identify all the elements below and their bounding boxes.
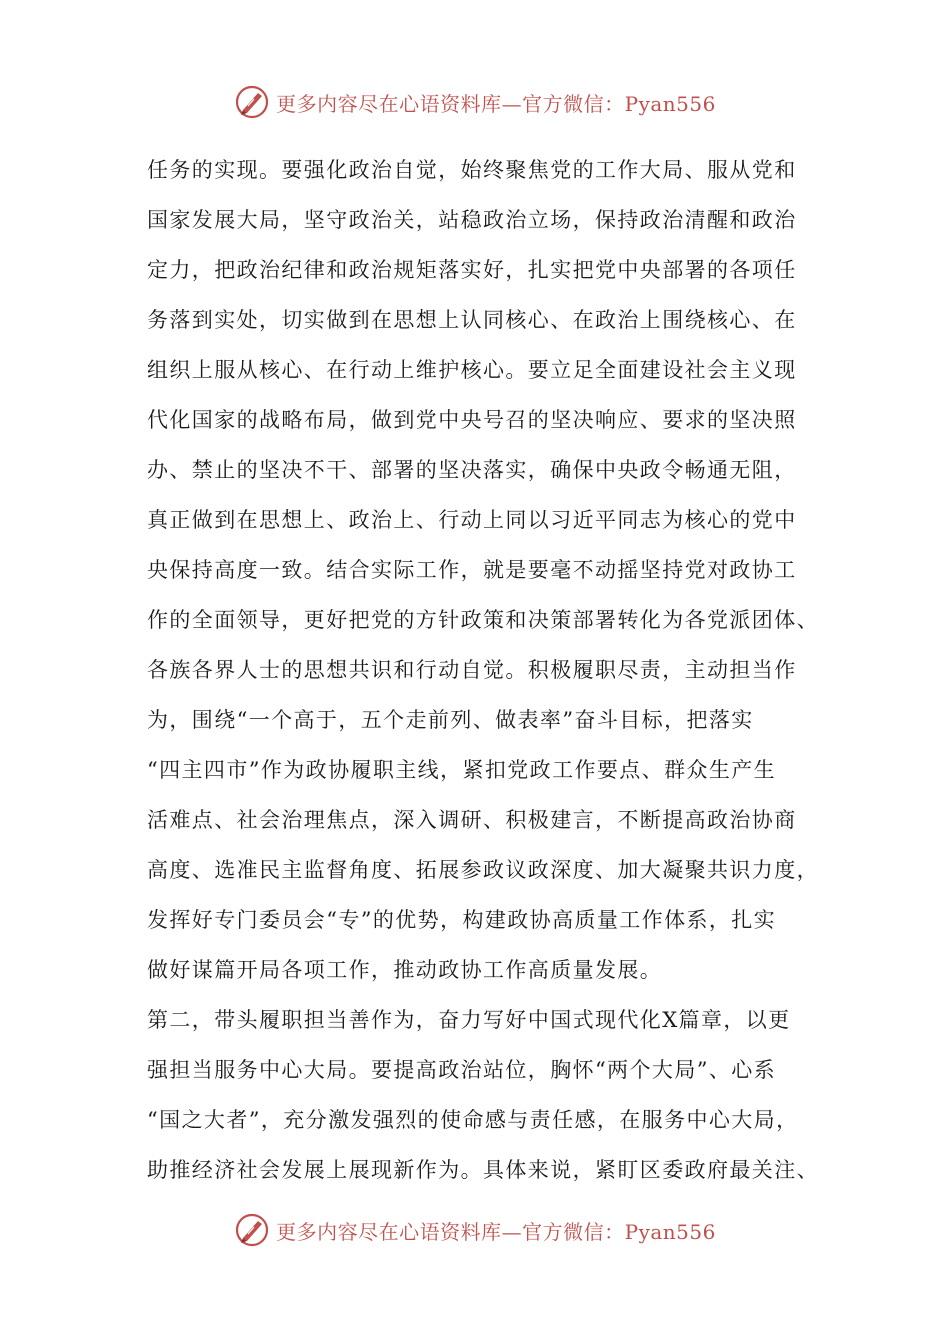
footer-banner-text: 更多内容尽在心语资料库—官方微信：Pyan556 xyxy=(276,1219,716,1244)
body-line: 代化国家的战略布局，做到党中央号召的坚决响应、要求的坚决照 xyxy=(147,408,797,432)
body-line: 务落到实处，切实做到在思想上认同核心、在政治上围绕核心、在 xyxy=(147,308,797,332)
pen-scroll-logo-icon xyxy=(234,1212,270,1248)
footer-banner xyxy=(0,1208,950,1252)
body-line: 任务的实现。要强化政治自觉，始终聚焦党的工作大局、服从党和 xyxy=(147,158,797,182)
body-line: 作的全面领导，更好把党的方针政策和决策部署转化为各党派团体、 xyxy=(147,608,819,632)
body-line: 国家发展大局，坚守政治关，站稳政治立场，保持政治清醒和政治 xyxy=(147,208,797,232)
body-line: 活难点、社会治理焦点，深入调研、积极建言，不断提高政治协商 xyxy=(147,808,797,832)
body-line: 做好谋篇开局各项工作，推动政协工作高质量发展。 xyxy=(147,958,663,982)
body-line: 高度、选准民主监督角度、拓展参政议政深度、加大凝聚共识力度， xyxy=(147,858,819,882)
body-line: 定力，把政治纪律和政治规矩落实好，扎实把党中央部署的各项任 xyxy=(147,258,797,282)
header-banner-text: 更多内容尽在心语资料库—官方微信：Pyan556 xyxy=(276,91,716,116)
header-banner xyxy=(0,80,950,124)
body-line: “四主四市”作为政协履职主线，紧扣党政工作要点、群众生产生 xyxy=(147,758,777,782)
body-line: “国之大者”，充分激发强烈的使命感与责任感，在服务中心大局， xyxy=(147,1108,799,1132)
body-line: 央保持高度一致。结合实际工作，就是要毫不动摇坚持党对政协工 xyxy=(147,558,797,582)
pen-scroll-logo-icon xyxy=(234,84,270,120)
body-line: 强担当服务中心大局。要提高政治站位，胸怀“两个大局”、心系 xyxy=(147,1058,777,1082)
body-line: 办、禁止的坚决不干、部署的坚决落实，确保中央政令畅通无阻， xyxy=(147,458,797,482)
body-line: 组织上服从核心、在行动上维护核心。要立足全面建设社会主义现 xyxy=(147,358,797,382)
body-line: 为，围绕“一个高于，五个走前列、做表率”奋斗目标，把落实 xyxy=(147,708,754,732)
body-line: 助推经济社会发展上展现新作为。具体来说，紧盯区委政府最关注、 xyxy=(147,1158,819,1182)
body-line: 发挥好专门委员会“专”的优势，构建政协高质量工作体系，扎实 xyxy=(147,908,777,932)
document-body xyxy=(147,145,817,1195)
body-line: 真正做到在思想上、政治上、行动上同以习近平同志为核心的党中 xyxy=(147,508,797,532)
body-line: 各族各界人士的思想共识和行动自觉。积极履职尽责，主动担当作 xyxy=(147,658,797,682)
section-heading-line: 第二，带头履职担当善作为，奋力写好中国式现代化X篇章，以更 xyxy=(147,1008,791,1032)
